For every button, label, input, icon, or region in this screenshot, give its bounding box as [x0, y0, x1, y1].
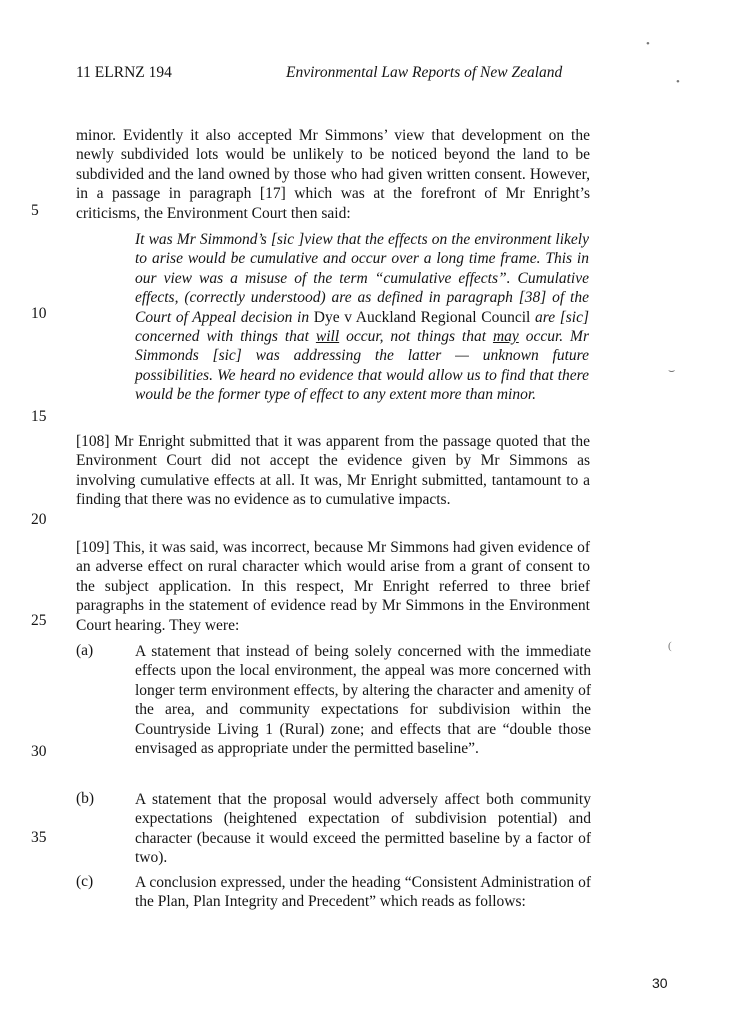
intro-paragraph: minor. Evidently it also accepted Mr Simmons’ view that development on the newly subdivided lots would be unlikely to be noticed beyond the land to be subdivided and the land owned by those who had given written consent. However, in a passage in paragraph [17] which was at the forefront of Mr Enright’s criticisms, the Environment Court then said: — [76, 127, 590, 222]
list-item: A conclusion expressed, under the heading “Consistent Administration of the Plan, Plan Integrity and Precedent” which reads as follows: — [135, 874, 591, 911]
emphasis-may: may — [492, 328, 519, 346]
journal-title: Environmental Law Reports of New Zealand — [286, 64, 563, 81]
quote-text: are [sic] concerned with things that — [135, 308, 589, 346]
page-number: 30 — [652, 975, 668, 991]
quote-text: occur. Mr Simmonds [sic] was addressing the latter — unknown future possibilities. We heard no evidence that would allow us to find that there would be the former type of effect to any extent more than minor. — [135, 328, 589, 404]
paragraph-108: [108] Mr Enright submitted that it was apparent from the passage quoted that the Environment Court did not accept the evidence given by Mr Simmons as involving cumulative effects at all. It was, Mr Enright submitted, tantamount to a finding that there was no evidence as to cumulative impacts. — [76, 433, 590, 509]
line-number: 15 — [31, 408, 47, 425]
list-item: A statement that the proposal would adversely affect both community expectations (heightened expectation of subdivision potential) and character (because it would exceed the permitted baseline by a factor of two). — [135, 791, 591, 867]
quote-text: occur, not things that — [339, 328, 493, 346]
paragraph-109: [109] This, it was said, was incorrect, because Mr Simmons had given evidence of an adverse effect on rural character which would arise from a grant of consent to the subject application. In this respect, Mr Enright referred to three brief paragraphs in the statement of evidence read by Mr Simmons in the Environment Court hearing. They were: — [76, 539, 590, 634]
emphasis-will: will — [315, 328, 340, 346]
quote-text: It was Mr Simmond’s [sic ]view that the effects on the environment likely to arise would be cumulative and occur over a long time frame. This in our view was a misuse of the term “cumulative effects”. Cumulative effects, (correctly understood) are as defined in paragraph [38] of the Court of Appeal decision in — [135, 231, 589, 326]
line-number: 30 — [31, 743, 47, 760]
list-marker: (b) — [76, 790, 95, 807]
block-quote — [135, 230, 589, 405]
line-number: 10 — [31, 305, 47, 322]
report-citation: 11 ELRNZ 194 — [76, 64, 172, 81]
line-number: 20 — [31, 511, 47, 528]
line-number: 25 — [31, 612, 47, 629]
line-number: 5 — [31, 202, 39, 219]
list-marker: (c) — [76, 873, 94, 890]
case-name: Dye v Auckland Regional Council — [313, 308, 531, 326]
list-marker: (a) — [76, 642, 94, 659]
list-item: A statement that instead of being solely concerned with the immediate effects upon the local environment, the appeal was more concerned with longer term environment effects, by altering the character and amenity of the area, and community expectations for subdivision within the Countryside Living 1 (Rural) zone; and effects that are “double those envisaged as appropriate under the permitted baseline”. — [135, 643, 591, 758]
line-number: 35 — [31, 829, 47, 846]
